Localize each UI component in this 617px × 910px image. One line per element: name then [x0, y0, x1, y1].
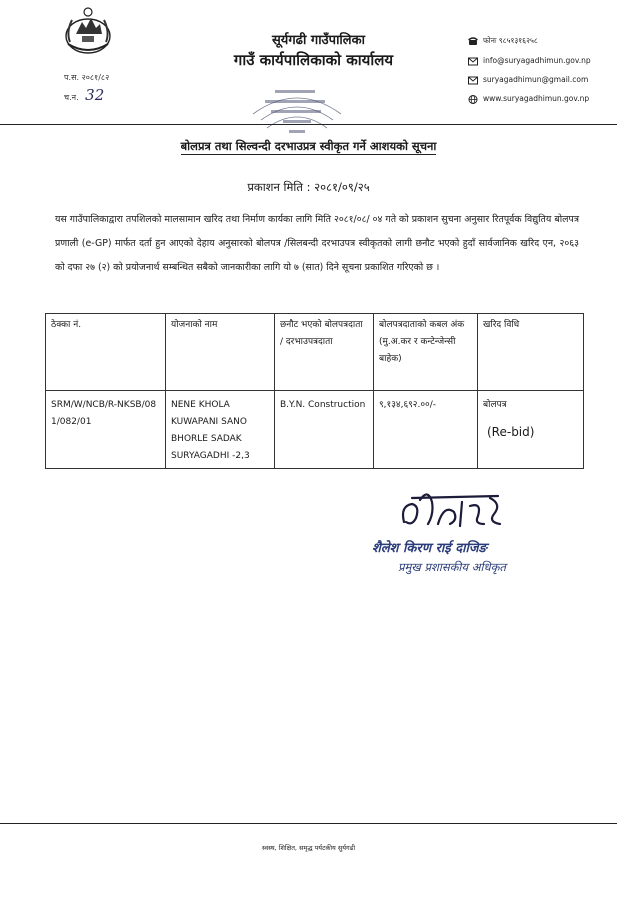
cell-contract-no: SRM/W/NCB/R-NKSB/081/082/01 [46, 391, 166, 469]
signer-title: प्रमुख प्रशासकीय अधिकृत [398, 560, 506, 574]
header-selected-bidder: छनौट भएको बोलपत्रदाता / दरभाउपत्रदाता [275, 314, 374, 391]
header-procurement-method: खरिद विधि [478, 314, 584, 391]
table-row [46, 391, 584, 469]
dispatch-label: च.न. [64, 93, 79, 102]
cell-amount: ९,१३४,६९२.००/- [374, 391, 478, 469]
cell-method [478, 391, 584, 469]
office-stamp-icon [245, 84, 349, 140]
dispatch-number: 32 [85, 86, 105, 104]
phone-text: फोनः ९८५१३१६२५८ [483, 36, 538, 45]
fiscal-reference: प.स. २०८१/८२ [64, 73, 110, 82]
cell-bidder: B.Y.N. Construction [275, 391, 374, 469]
notice-title: बोलप्रत्र तथा सिल्वन्दी दरभाउप्रत्र स्वीकृत गर्ने आशयको सूचना [180, 139, 437, 153]
contact-phone [468, 36, 538, 46]
header-project-name: योजनाको नाम [166, 314, 275, 391]
table-header-row [46, 314, 584, 391]
website-text: www.suryagadhimun.gov.np [483, 94, 590, 103]
award-table [45, 313, 584, 469]
cell-project-name: NENE KHOLA KUWAPANI SANO BHORLE SADAK SURYAGADHI -2,3 [166, 391, 275, 469]
email-1-text: info@suryagadhimun.gov.np [483, 56, 591, 65]
header-divider [0, 124, 617, 125]
contact-email-2[interactable] [468, 75, 588, 85]
office-name: गाउँ कार्यपालिकाको कार्यालय [233, 51, 394, 69]
signer-name: शैलेश किरण राई दाजिङ [372, 541, 487, 556]
header-bid-amount: बोलपत्रदाताको कबल अंक (मु.अ.कर र कन्टेन्जेन्सी बाहेक) [374, 314, 478, 391]
signature-icon [398, 484, 508, 536]
notice-body: यस गाउँपालिकाद्वारा तपशिलको मालसामान खरिद तथा निर्माण कार्यका लागि मिति २०८१/०८/ ०४ गते को प्रकाशन सुचना अनुसार रितपूर्वक विद्युतिय बोलपत्र प्रणाली (e-GP) मार्फत दर्ता हुन आएको देहाय अनुसारको बोलपत्र /सिलबन्दी दरभाउपत्र स्वीकृतको लागी छनौट भएको हुदाँ सार्वजानिक खरिद एन, २०६३ को दफा २७ (२) को प्रयोजनार्थ सम्बन्धित सबैको जानकारीका लागि यो ७ (सात) दिने सूचना प्रकाशित गरिएको छ । [55, 214, 580, 273]
method-note: (Re-bid) [487, 425, 535, 439]
globe-icon [468, 95, 478, 104]
contact-website[interactable] [468, 94, 589, 104]
phone-icon [468, 37, 478, 46]
contact-email-1[interactable] [468, 56, 591, 66]
footer-divider [0, 823, 617, 824]
publish-date: प्रकाशन मिति : २०८१/०९/२५ [247, 180, 370, 194]
dispatch-reference [64, 86, 104, 104]
municipality-name: सूर्यगढी गाउँपालिका [272, 33, 365, 48]
mail-icon [468, 57, 478, 66]
header-contract-no: ठेक्का नं. [46, 314, 166, 391]
method-text: बोलपत्र [483, 400, 507, 410]
email-2-text: suryagadhimun@gmail.com [483, 75, 589, 84]
mail-icon [468, 76, 478, 85]
footer-slogan: स्वस्थ, शिक्षित, समृद्ध पर्यटकीय सुर्यगढी [261, 844, 356, 852]
